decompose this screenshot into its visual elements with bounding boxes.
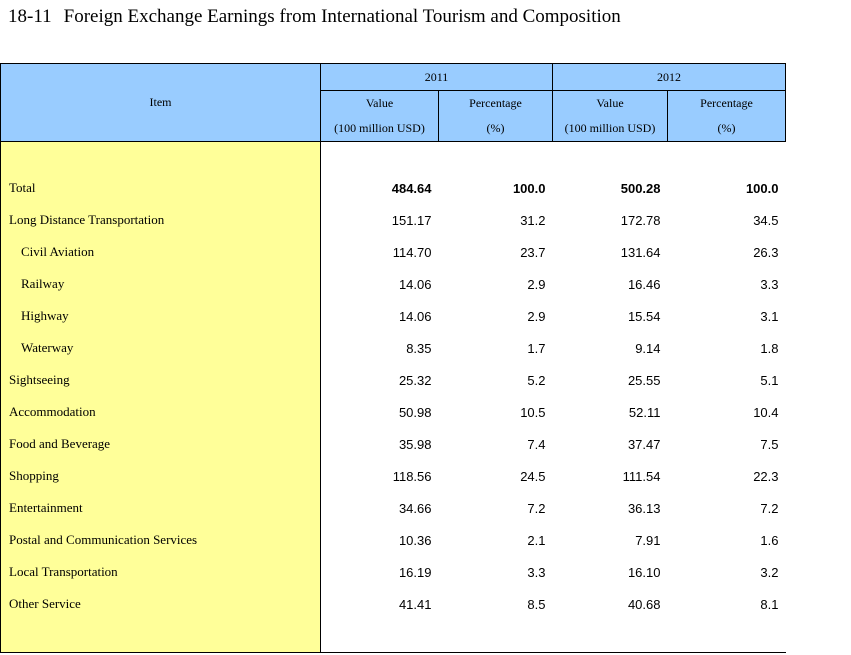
percentage-2012-cell: 100.0 bbox=[745, 180, 779, 196]
percentage-2012-cell: 10.4 bbox=[753, 404, 779, 420]
row-item-label: Accommodation bbox=[1, 396, 321, 428]
table-title-text: Foreign Exchange Earnings from International Tourism and Composition bbox=[63, 6, 621, 27]
row-item-label: Railway bbox=[1, 268, 321, 300]
percentage-2011-cell: 2.9 bbox=[527, 308, 546, 324]
row-item-label: Postal and Communication Services bbox=[1, 524, 321, 556]
value-2011-cell: 114.70 bbox=[392, 244, 432, 260]
header-pct-2012: Percentage bbox=[668, 91, 786, 117]
row-item-label: Sightseeing bbox=[1, 364, 321, 396]
value-2011-cell: 118.56 bbox=[392, 468, 432, 484]
value-2011-cell: 484.64 bbox=[391, 180, 432, 196]
percentage-2011-cell: 100.0 bbox=[512, 180, 546, 196]
value-2012-cell: 172.78 bbox=[620, 212, 661, 228]
header-pct-unit-2011: (%) bbox=[439, 116, 553, 142]
row-item-label: Entertainment bbox=[1, 492, 321, 524]
table-row bbox=[1, 204, 786, 236]
value-2012-cell: 25.55 bbox=[627, 372, 661, 388]
table-row bbox=[1, 300, 786, 332]
header-year-2012: 2012 bbox=[553, 64, 786, 91]
value-2012-cell: 7.91 bbox=[635, 532, 661, 548]
row-item-label: Food and Beverage bbox=[1, 428, 321, 460]
table-row bbox=[1, 396, 786, 428]
table-number: 18-11 bbox=[8, 6, 52, 27]
value-2012-cell: 15.54 bbox=[627, 308, 661, 324]
value-2012-cell: 52.11 bbox=[628, 404, 661, 420]
value-2011-cell: 50.98 bbox=[398, 404, 432, 420]
row-item-label: Other Service bbox=[1, 588, 321, 620]
value-2011-cell: 10.36 bbox=[398, 532, 432, 548]
table-body bbox=[1, 142, 786, 653]
table-row bbox=[1, 492, 786, 524]
header-value-unit-2012: (100 million USD) bbox=[553, 116, 668, 142]
percentage-2012-cell: 7.2 bbox=[760, 500, 779, 516]
table-spacer-row bbox=[1, 142, 786, 173]
percentage-2012-cell: 34.5 bbox=[753, 212, 779, 228]
percentage-2011-cell: 10.5 bbox=[520, 404, 546, 420]
percentage-2012-cell: 22.3 bbox=[753, 468, 779, 484]
header-value-2011: Value bbox=[321, 91, 439, 117]
percentage-2012-cell: 3.1 bbox=[760, 308, 779, 324]
value-2011-cell: 16.19 bbox=[398, 564, 432, 580]
percentage-2011-cell: 2.9 bbox=[527, 276, 546, 292]
value-2011-cell: 41.41 bbox=[398, 596, 432, 612]
value-2012-cell: 9.14 bbox=[635, 340, 661, 356]
table-row bbox=[1, 588, 786, 620]
data-table bbox=[0, 63, 786, 653]
value-2012-cell: 16.10 bbox=[627, 564, 661, 580]
header-pct-unit-2012: (%) bbox=[668, 116, 786, 142]
percentage-2011-cell: 1.7 bbox=[527, 340, 546, 356]
percentage-2012-cell: 3.2 bbox=[760, 564, 779, 580]
header-value-unit-2011: (100 million USD) bbox=[321, 116, 439, 142]
percentage-2011-cell: 7.4 bbox=[527, 436, 546, 452]
percentage-2011-cell: 8.5 bbox=[527, 596, 546, 612]
header-item: Item bbox=[1, 64, 321, 142]
value-2012-cell: 500.28 bbox=[620, 180, 661, 196]
table-row bbox=[1, 172, 786, 204]
table-row bbox=[1, 364, 786, 396]
row-item-label: Total bbox=[1, 172, 321, 204]
table-end-row bbox=[1, 620, 786, 653]
percentage-2011-cell: 3.3 bbox=[527, 564, 546, 580]
page-title bbox=[8, 6, 621, 28]
table-row bbox=[1, 236, 786, 268]
percentage-2011-cell: 5.2 bbox=[527, 372, 546, 388]
row-item-label: Waterway bbox=[1, 332, 321, 364]
value-2011-cell: 25.32 bbox=[398, 372, 432, 388]
row-item-label: Shopping bbox=[1, 460, 321, 492]
table-row bbox=[1, 268, 786, 300]
row-item-label: Civil Aviation bbox=[1, 236, 321, 268]
percentage-2012-cell: 7.5 bbox=[760, 436, 779, 452]
row-item-label: Local Transportation bbox=[1, 556, 321, 588]
value-2011-cell: 14.06 bbox=[398, 276, 432, 292]
percentage-2011-cell: 7.2 bbox=[527, 500, 546, 516]
value-2011-cell: 35.98 bbox=[398, 436, 432, 452]
value-2011-cell: 8.35 bbox=[406, 340, 432, 356]
percentage-2012-cell: 26.3 bbox=[753, 244, 779, 260]
value-2012-cell: 37.47 bbox=[627, 436, 661, 452]
percentage-2012-cell: 5.1 bbox=[760, 372, 779, 388]
value-2012-cell: 40.68 bbox=[627, 596, 661, 612]
percentage-2012-cell: 1.6 bbox=[760, 532, 779, 548]
header-year-2011: 2011 bbox=[321, 64, 553, 91]
value-2012-cell: 36.13 bbox=[627, 500, 661, 516]
table-row bbox=[1, 332, 786, 364]
table-header bbox=[1, 64, 786, 142]
percentage-2011-cell: 2.1 bbox=[527, 532, 546, 548]
percentage-2011-cell: 23.7 bbox=[520, 244, 546, 260]
header-value-2012: Value bbox=[553, 91, 668, 117]
percentage-2012-cell: 3.3 bbox=[760, 276, 779, 292]
table-row bbox=[1, 556, 786, 588]
percentage-2011-cell: 31.2 bbox=[520, 212, 546, 228]
value-2011-cell: 151.17 bbox=[391, 212, 432, 228]
percentage-2011-cell: 24.5 bbox=[520, 468, 546, 484]
value-2012-cell: 16.46 bbox=[627, 276, 661, 292]
percentage-2012-cell: 1.8 bbox=[760, 340, 779, 356]
table-row bbox=[1, 428, 786, 460]
value-2011-cell: 14.06 bbox=[398, 308, 432, 324]
row-item-label: Highway bbox=[1, 300, 321, 332]
header-pct-2011: Percentage bbox=[439, 91, 553, 117]
value-2012-cell: 111.54 bbox=[622, 468, 661, 484]
table-row bbox=[1, 460, 786, 492]
percentage-2012-cell: 8.1 bbox=[760, 596, 779, 612]
table-row bbox=[1, 524, 786, 556]
row-item-label: Long Distance Transportation bbox=[1, 204, 321, 236]
value-2011-cell: 34.66 bbox=[398, 500, 432, 516]
value-2012-cell: 131.64 bbox=[620, 244, 661, 260]
